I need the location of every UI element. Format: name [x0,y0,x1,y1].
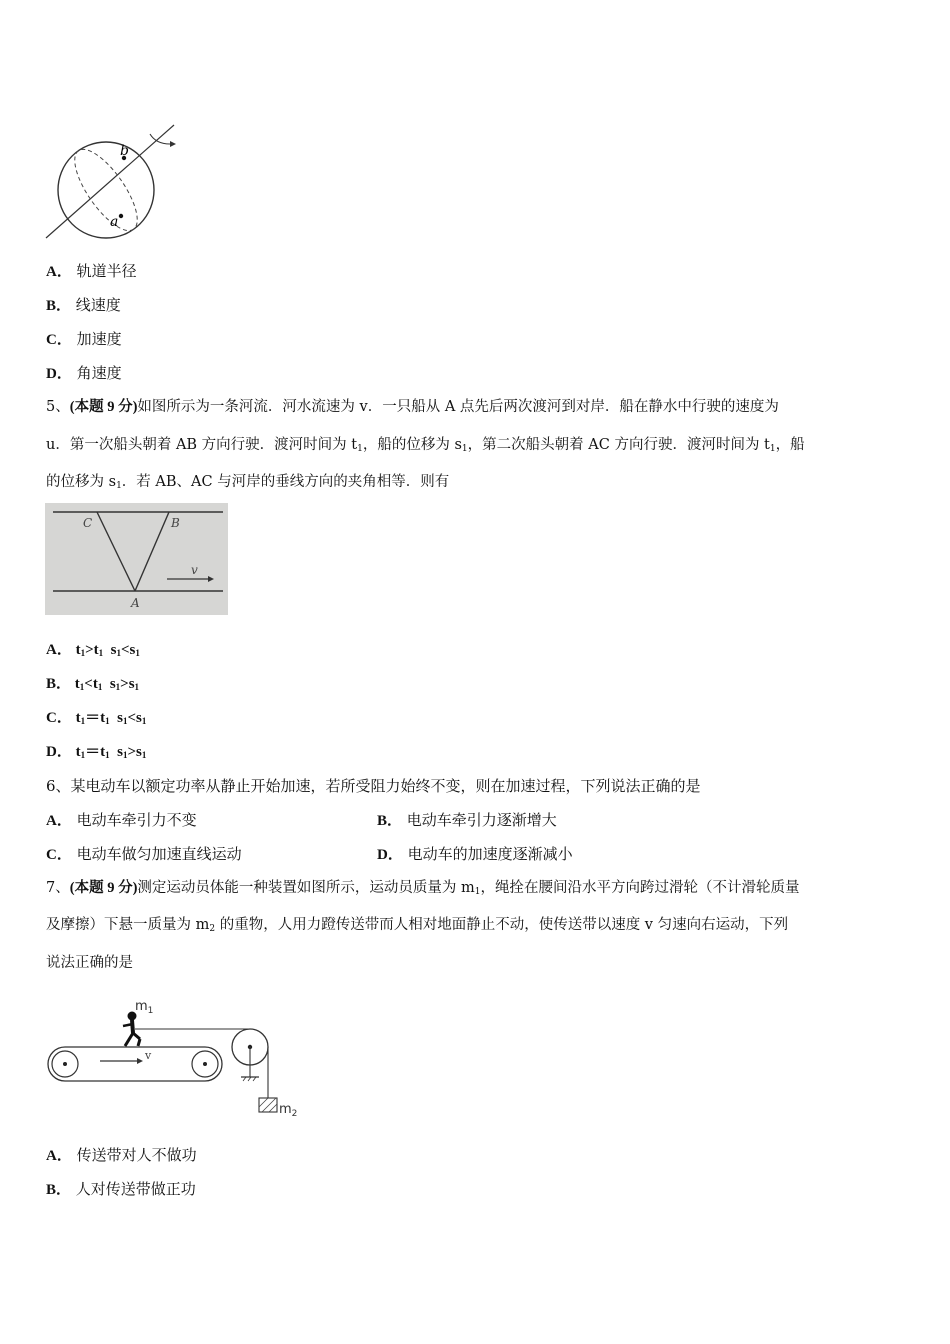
q7-option-a: A． 传送带对人不做功 [46,1146,197,1164]
q5-option-c: C． $t_1=t_1$ $s_1<s_1$ [46,710,147,726]
q6-option-b: B． 电动车牵引力逐渐增大 [377,811,557,829]
q5-stem-line1: 5、(本题 9 分)如图所示为一条河流．河水流速为 v．一只船从 A 点先后两次渡河到对岸．船在静水中行驶的速度为 [46,399,779,415]
sphere-outline [58,142,154,238]
belt-velocity-arrow-head-icon [137,1058,143,1064]
q7-stem-line1: 7、(本题 9 分)测定运动员体能一种装置如图所示，运动员质量为 $m_1$，绳拴在腰间沿水平方向跨过滑轮（不计滑轮质量 [46,880,800,897]
q6-option-c: C． 电动车做匀加速直线运动 [46,845,242,863]
q6-option-d: D． 电动车的加速度逐渐减小 [377,845,573,863]
q4-option-a: A． 轨道半径 [46,262,137,280]
label-v: v [145,1049,152,1062]
q5-stem-line2: u．第一次船头朝着 AB 方向行驶．渡河时间为 $t_1$，船的位移为 $s_1$，第二次船头朝着 AC 方向行驶．渡河时间为 $t_1$，船 [46,437,805,454]
label-m2: $m_2$ [279,1102,298,1119]
label-c: C [83,516,93,530]
q7-option-b: B． 人对传送带做正功 [46,1180,196,1198]
label-v: v [191,563,198,577]
roller-left-axle [63,1062,67,1066]
rotation-arrow-icon [150,134,170,144]
label-b: B [171,516,180,530]
q7-stem-line3: 说法正确的是 [46,955,133,971]
river-figure [45,503,228,615]
point-a [119,214,123,218]
q5-option-a: A． $t_1>t_1$ $s_1<s_1$ [46,642,140,658]
q6-option-a: A． 电动车牵引力不变 [46,811,197,829]
q5-option-d: D． $t_1=t_1$ $s_1>s_1$ [46,744,147,760]
orbit-figure [42,122,182,242]
roller-right-axle [203,1062,207,1066]
label-b: b [120,143,129,159]
label-a: a [110,214,119,230]
label-m1: $m_1$ [135,999,154,1016]
q4-option-d: D． 角速度 [46,364,122,382]
belt-right-end [205,1047,222,1081]
q6-stem: 6、某电动车以额定功率从静止开始加速，若所受阻力始终不变，则在加速过程，下列说法正确的是 [46,777,701,795]
label-a: A [131,596,140,610]
q5-stem-line3: 的位移为 $s_1$．若 AB、AC 与河岸的垂线方向的夹角相等．则有 [46,474,450,491]
belt-left-end [48,1047,65,1081]
conveyor-figure [45,995,305,1125]
q4-option-b: B． 线速度 [46,296,121,314]
orbit-dashed [64,140,149,239]
q5-option-b: B． $t_1<t_1$ $s_1>s_1$ [46,676,140,692]
arrow-head-icon [170,141,176,147]
q4-option-c: C． 加速度 [46,330,122,348]
q7-stem-line2: 及摩擦）下悬一质量为 $m_2$ 的重物，人用力蹬传送带而人相对地面静止不动，使传送带以速度 v 匀速向右运动，下列 [46,917,789,934]
